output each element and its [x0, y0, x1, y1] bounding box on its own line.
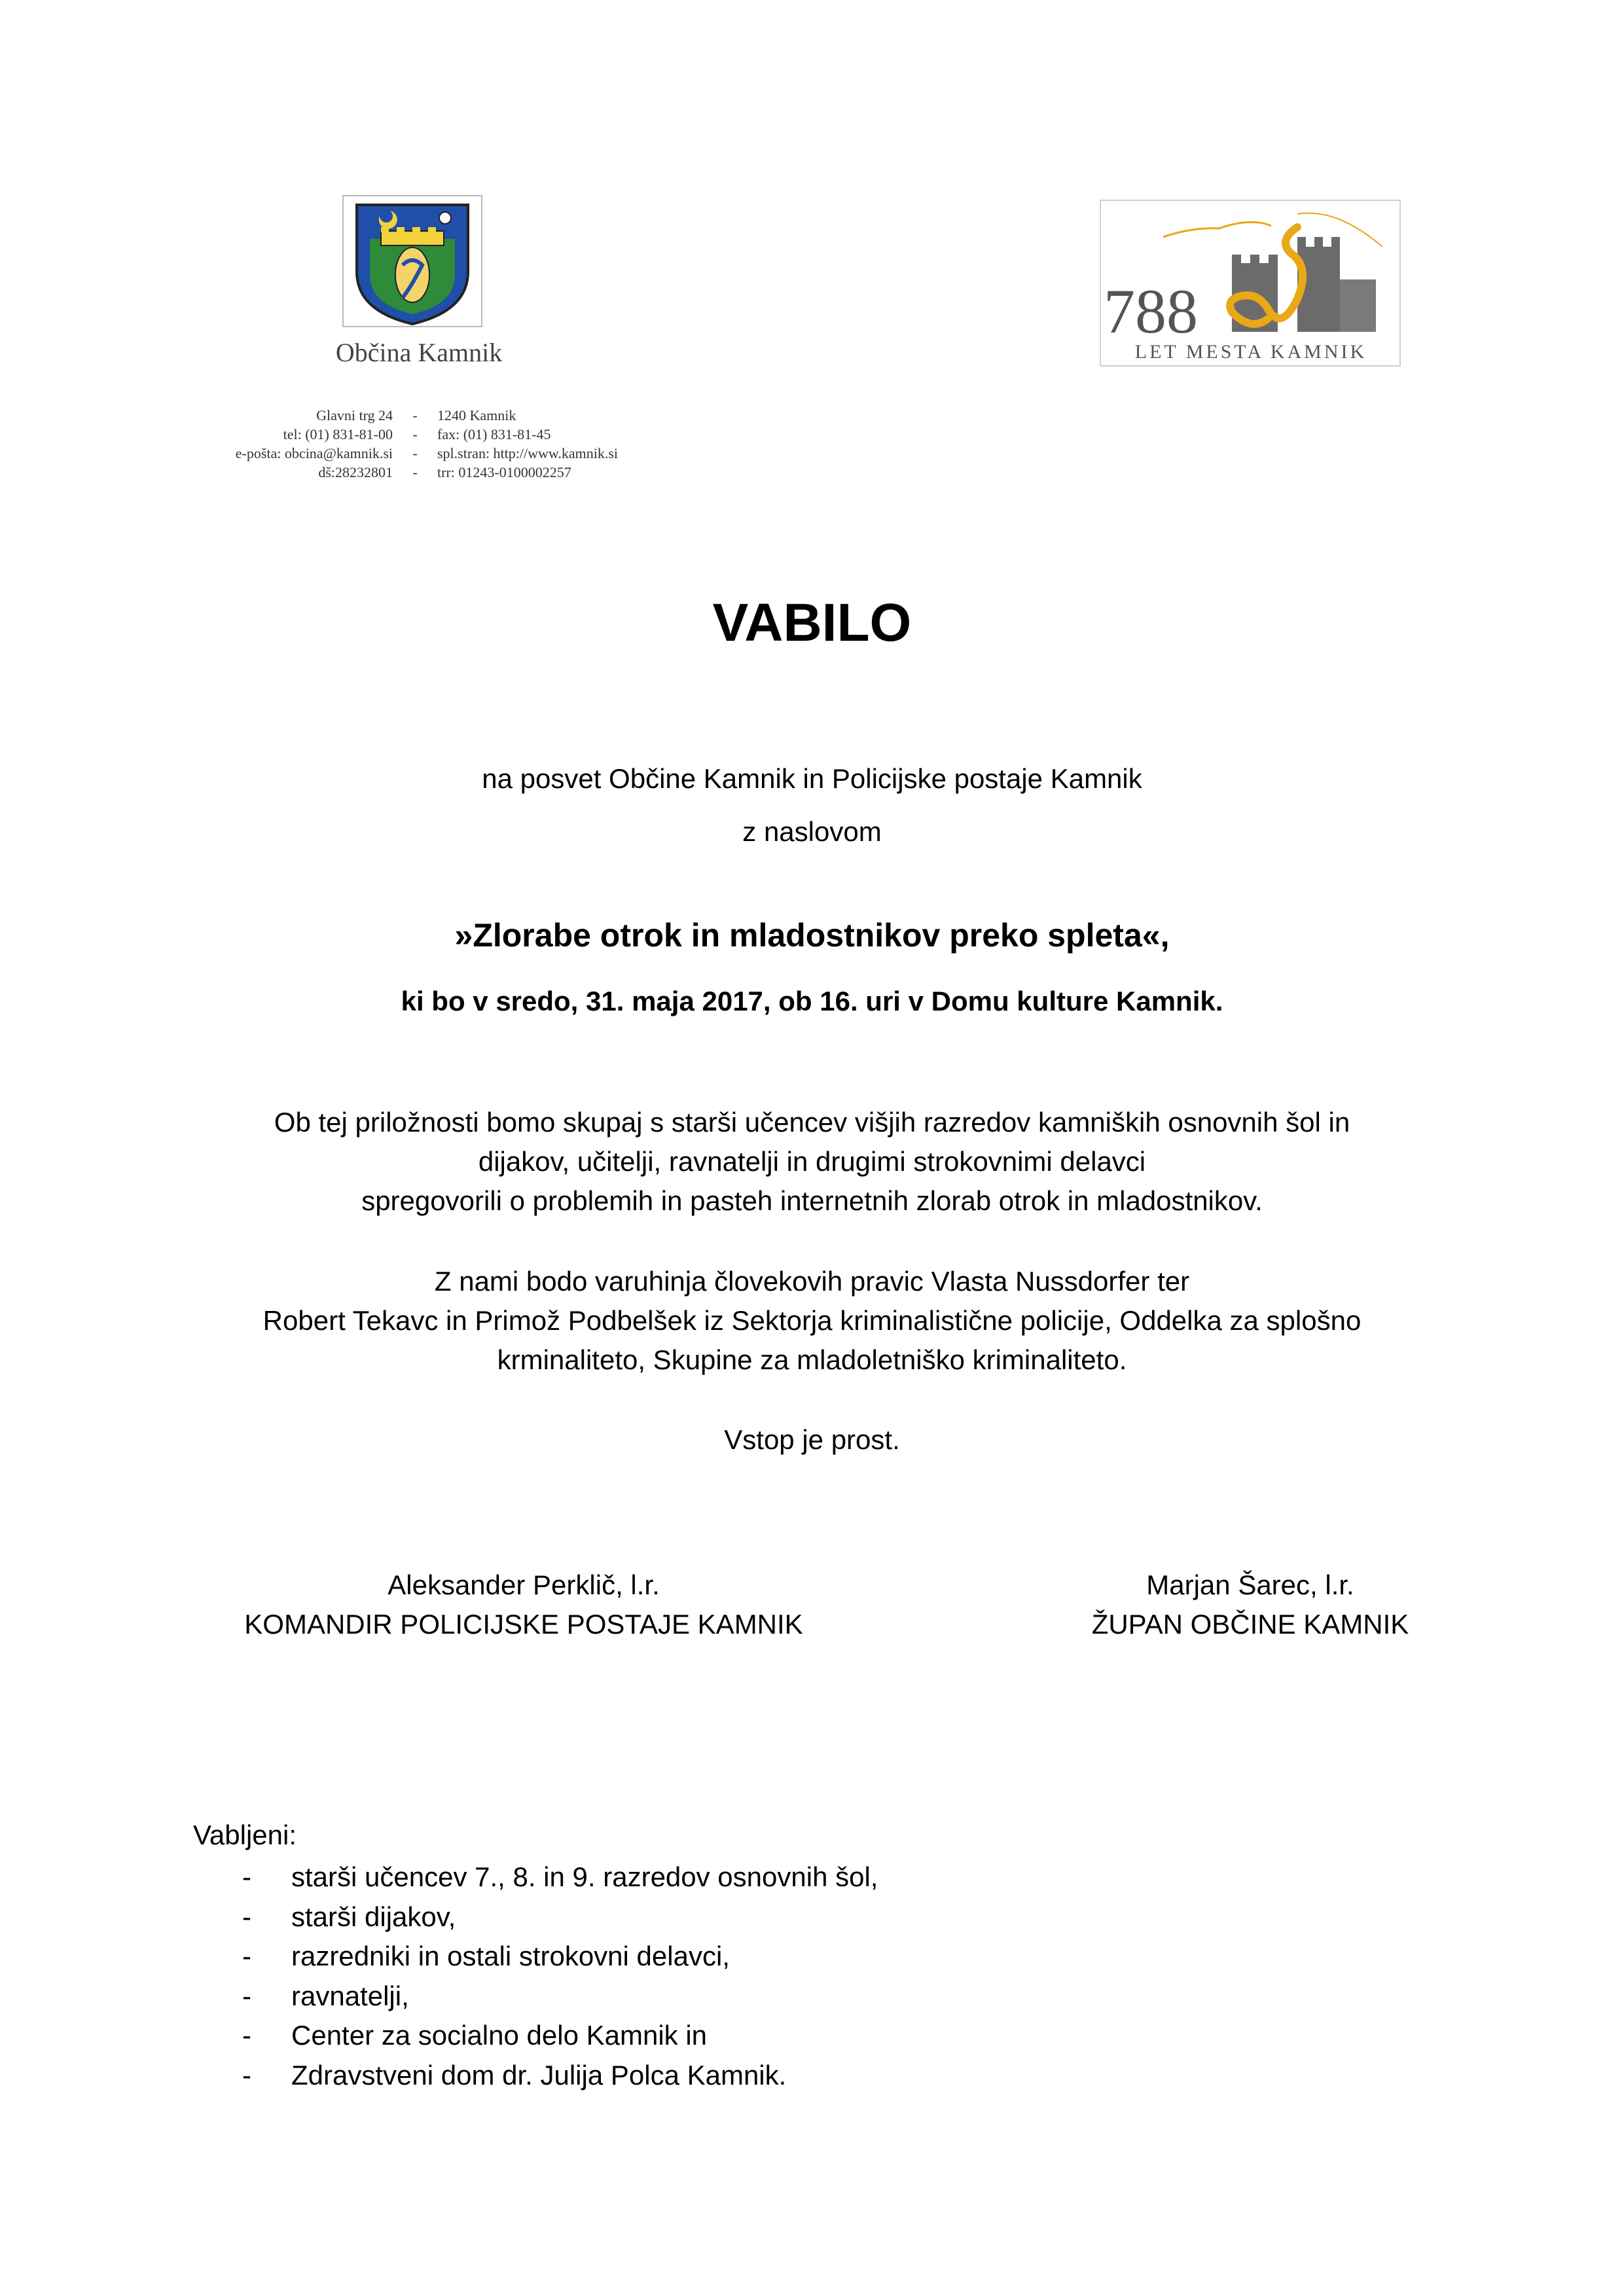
- address-line: dš:28232801: [318, 464, 393, 480]
- paragraph-line: spregovorili o problemih in pasteh internetnih zlorab otrok in mladostnikov.: [361, 1185, 1263, 1216]
- paragraph-one: [0, 1103, 1624, 1221]
- signature-name: Marjan Šarec, l.r.: [1146, 1570, 1354, 1600]
- list-item-text: Zdravstveni dom dr. Julija Polca Kamnik.: [291, 2059, 787, 2090]
- paragraph-line: Robert Tekavc in Primož Podbelšek iz Sektorja kriminalistične policije, Oddelka za splošno: [262, 1305, 1362, 1336]
- signature-left: [164, 1566, 884, 1644]
- page-title: VABILO: [712, 593, 912, 653]
- invited-list: [242, 1857, 878, 2095]
- address-line: trr: 01243-0100002257: [437, 464, 571, 480]
- list-bullet: -: [242, 1901, 251, 1932]
- list-item: [242, 2016, 878, 2056]
- signature-name: Aleksander Perklič, l.r.: [388, 1570, 660, 1600]
- paragraph-line: Z nami bodo varuhinja človekovih pravic Vlasta Nussdorfer ter: [434, 1266, 1190, 1297]
- coat-of-arms-logo: [340, 193, 484, 357]
- anniversary-number: 788: [1104, 276, 1198, 346]
- invited-label: Vabljeni:: [193, 1820, 297, 1850]
- intro-line: na posvet Občine Kamnik in Policijske postaje Kamnik: [482, 763, 1142, 794]
- list-item-text: ravnatelji,: [291, 1980, 409, 2011]
- list-bullet: -: [242, 2020, 251, 2051]
- address-line: 1240 Kamnik: [437, 407, 516, 423]
- list-item: [242, 1897, 878, 1937]
- list-item-text: razredniki in ostali strokovni delavci,: [291, 1941, 730, 1971]
- event-when: ki bo v sredo, 31. maja 2017, ob 16. uri v Domu kulture Kamnik.: [401, 986, 1223, 1016]
- address-separator: -: [412, 426, 418, 442]
- paragraph-two: [0, 1262, 1624, 1380]
- list-item: [242, 2056, 878, 2096]
- intro-line: z naslovom: [742, 816, 882, 847]
- address-right-block: [437, 406, 699, 482]
- list-item-text: Center za socialno delo Kamnik in: [291, 2020, 708, 2051]
- list-bullet: -: [242, 1861, 251, 1892]
- list-bullet: -: [242, 1941, 251, 1971]
- address-separator: -: [412, 445, 418, 461]
- paragraph-line: Ob tej priložnosti bomo skupaj s starši učencev višjih razredov kamniških osnovnih šol in: [274, 1107, 1350, 1138]
- address-separators: [408, 406, 422, 482]
- address-line: fax: (01) 831-81-45: [437, 426, 551, 442]
- address-line: e-pošta: obcina@kamnik.si: [235, 445, 393, 461]
- paragraph-line: krminaliteto, Skupine za mladoletniško kriminaliteto.: [497, 1344, 1127, 1375]
- address-left-block: [151, 406, 393, 482]
- list-bullet: -: [242, 1980, 251, 2011]
- list-bullet: -: [242, 2059, 251, 2090]
- address-line: spl.stran: http://www.kamnik.si: [437, 445, 619, 461]
- anniversary-caption: LET MESTA KAMNIK: [1134, 341, 1367, 363]
- list-item-text: starši učencev 7., 8. in 9. razredov osnovnih šol,: [291, 1861, 878, 1892]
- signature-role: ŽUPAN OBČINE KAMNIK: [1091, 1609, 1409, 1640]
- municipality-name: Občina Kamnik: [335, 338, 503, 367]
- list-item: [242, 1977, 878, 2017]
- address-line: Glavni trg 24: [316, 407, 393, 423]
- list-item-text: starši dijakov,: [291, 1901, 456, 1932]
- list-item: [242, 1857, 878, 1897]
- list-item: [242, 1937, 878, 1977]
- signature-role: KOMANDIR POLICIJSKE POSTAJE KAMNIK: [244, 1609, 803, 1640]
- entry-note: Vstop je prost.: [724, 1424, 900, 1455]
- address-separator: -: [412, 464, 418, 480]
- event-title: »Zlorabe otrok in mladostnikov preko spleta«,: [454, 917, 1170, 954]
- address-separator: -: [412, 407, 418, 423]
- paragraph-line: dijakov, učitelji, ravnatelji in drugimi strokovnimi delavci: [478, 1146, 1146, 1177]
- signature-right: [1021, 1566, 1479, 1644]
- address-line: tel: (01) 831-81-00: [283, 426, 393, 442]
